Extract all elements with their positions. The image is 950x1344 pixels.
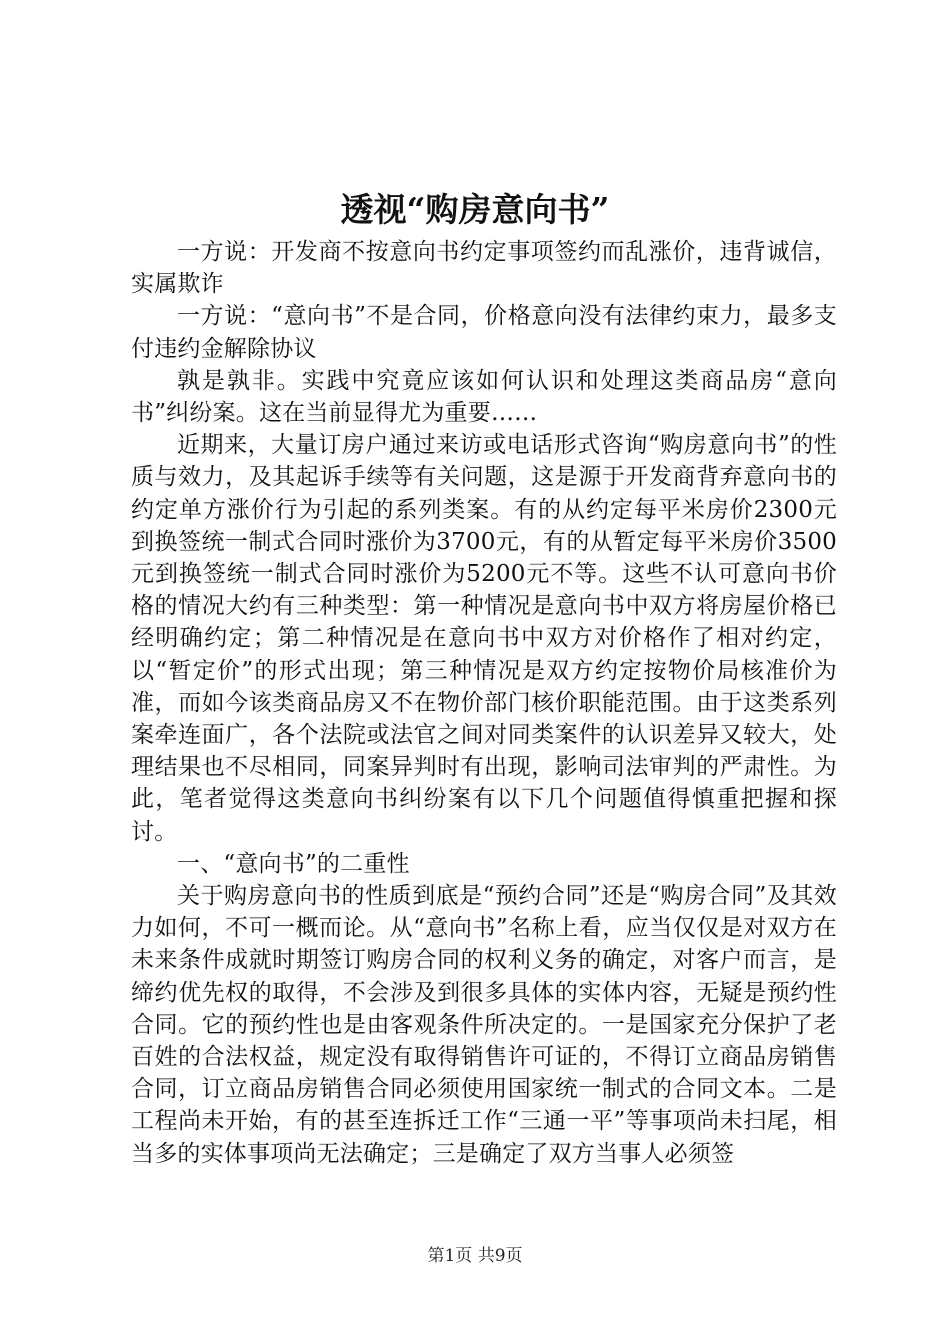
paragraph: 近期来，大量订房户通过来访或电话形式咨询“购房意向书”的性质与效力，及其起诉手续等有关问题，这是源于开发商背弃意向书的约定单方涨价行为引起的系列类案。有的从约定每平米房价2300元到换签统一制式合同时涨价为3700元，有的从暂定每平米房价3500元到换签统一制式合同时涨价为5200元不等。这些不认可意向书价格的情况大约有三种类型：第一种情况是意向书中双方将房屋价格已经明确约定；第二种情况是在意向书中双方对价格作了相对约定，以“暂定价”的形式出现；第三种情况是双方约定按物价局核准价为准，而如今该类商品房又不在物价部门核价职能范围。由于这类系列案牵连面广，各个法院或法官之间对同类案件的认识差异又较大，处理结果也不尽相同，同案异判时有出现，影响司法审判的严肃性。为此，笔者觉得这类意向书纠纷案有以下几个问题值得慎重把握和探讨。 bbox=[131, 432, 837, 845]
paragraph: 一方说：“意向书”不是合同，价格意向没有法律约束力，最多支付违约金解除协议 bbox=[131, 303, 837, 362]
paragraph: 孰是孰非。实践中究竟应该如何认识和处理这类商品房“意向书”纠纷案。这在当前显得尤为重要…… bbox=[131, 367, 837, 427]
document-title: 透视“购房意向书” bbox=[340, 190, 610, 229]
page-footer: 第1页 共9页 bbox=[427, 1246, 523, 1266]
paragraph: 一方说：开发商不按意向书约定事项签约而乱涨价，违背诚信，实属欺诈 bbox=[131, 239, 837, 298]
document-body bbox=[131, 236, 837, 1170]
section-heading: 一、“意向书”的二重性 bbox=[177, 850, 410, 877]
paragraph: 关于购房意向书的性质到底是“预约合同”还是“购房合同”及其效力如何，不可一概而论。从“意向书”名称上看，应当仅仅是对双方在未来条件成就时期签订购房合同的权利义务的确定，对客户而言，是缔约优先权的取得，不会涉及到很多具体的实体内容，无疑是预约性合同。它的预约性也是由客观条件所决定的。一是国家充分保护了老百姓的合法权益，规定没有取得销售许可证的，不得订立商品房销售合同，订立商品房销售合同必须使用国家统一制式的合同文本。二是工程尚未开始，有的甚至连拆迁工作“三通一平”等事项尚未扫尾，相当多的实体事项尚无法确定；三是确定了双方当事人必须签 bbox=[131, 883, 837, 1167]
